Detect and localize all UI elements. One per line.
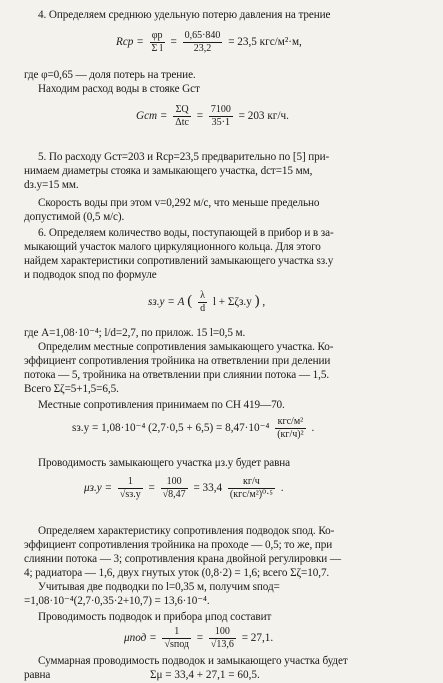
text-line: Находим расход воды в стояке Gст bbox=[38, 83, 200, 95]
equals-sign: = bbox=[170, 36, 177, 49]
text-line: слиянии потока — 3; сопротивления крана двойной регулировки — bbox=[24, 553, 341, 565]
paren: ) bbox=[254, 293, 260, 310]
equation-g-riser bbox=[136, 104, 289, 129]
text-line: 4. Определяем среднюю удельную потерю давления на трение bbox=[38, 9, 331, 21]
equation-term: = 33,4 bbox=[193, 482, 223, 495]
text-line: Всего Σζ=5+1,5=6,5. bbox=[24, 383, 119, 395]
text-line: Скорость воды при этом v=0,292 м/с, что меньше предельно bbox=[38, 197, 320, 209]
equation-s-closing-value bbox=[72, 416, 314, 441]
fraction: $\frac{\text{кгс/м²}}{\text{(кг/ч)²}}$ bbox=[277, 416, 304, 440]
equation-term: l + Σζз.у bbox=[212, 296, 252, 309]
equation-term: = 23,5 кгс/м²·м, bbox=[228, 36, 302, 49]
equation-term: sз.у = 1,08·10⁻⁴ (2,7·0,5 + 6,5) = 8,47·10⁻⁴ bbox=[72, 422, 270, 435]
text-line: Определим местные сопротивления замыкающего участка. Ко- bbox=[38, 341, 334, 353]
fraction: $\frac{\Sigma Q}{\text{Δtc}}$ bbox=[175, 104, 189, 128]
fraction: $\frac{100}{√8,47}$ bbox=[162, 476, 186, 500]
text-line: потока — 5, тройника на ответвлении при слиянии потока — 1,5. bbox=[24, 369, 330, 381]
text-line: Проводимость подводок и прибора μпод составит bbox=[38, 611, 272, 623]
fraction: $\frac{0,65\cdot 840}{23,2}$ bbox=[184, 30, 221, 54]
text-line: Учитывая две подводки по l=0,35 м, получим sпод= bbox=[38, 581, 280, 593]
equation-term: = 27,1. bbox=[241, 632, 274, 645]
fraction: $\frac{1}{\text{√sпод}}$ bbox=[164, 626, 189, 650]
text-line: равна bbox=[24, 669, 51, 681]
fraction: $\frac{7100}{35\cdot 1}$ bbox=[210, 104, 231, 128]
equation-term: Gст = bbox=[136, 110, 171, 123]
text-line: найдем характеристики сопротивлений замыкающего участка sз.у bbox=[24, 255, 334, 267]
equation-term: . bbox=[311, 422, 315, 435]
equation-term: = 203 кг/ч. bbox=[238, 110, 289, 123]
text-line: где φ=0,65 — доля потерь на трение. bbox=[24, 69, 196, 81]
text-line: Суммарная проводимость подводок и замыкающего участка будет bbox=[38, 655, 348, 667]
text-line: Определяем характеристику сопротивления подводок sпод. Ко- bbox=[38, 525, 335, 537]
text-line: 4; радиатора — 1,6, двух гнутых уток (0,8·2) = 1,6; всего Σζ=10,7. bbox=[24, 567, 330, 579]
fraction: $\frac{\lambda}{d}$ bbox=[200, 290, 206, 314]
text-line: 6. Определяем количество воды, поступающей в прибор и в за- bbox=[38, 227, 334, 239]
text-line: эффициент сопротивления тройника на проходе — 0,5; то же, при bbox=[24, 539, 333, 551]
text-line: 5. По расходу Gст=203 и Rср=23,5 предварительно по [5] при- bbox=[38, 151, 330, 163]
fraction: $\frac{\varphi p}{\text{Σ l}}$ bbox=[151, 30, 163, 54]
equals-sign: = bbox=[196, 632, 204, 645]
equation-s-closing bbox=[148, 290, 265, 315]
paren: ( bbox=[187, 293, 193, 310]
text-line: нимаем диаметры стояка и замыкающего участка, dст=15 мм, bbox=[24, 165, 313, 177]
equation-term: μз.у = bbox=[84, 482, 115, 495]
text-line: =1,08·10⁻⁴(2,7·0,35·2+10,7) = 13,6·10⁻⁴. bbox=[24, 595, 210, 607]
fraction: $\frac{1}{√sз.у}$ bbox=[119, 476, 141, 500]
equation-term: μпод = bbox=[124, 632, 160, 645]
text-line: мыкающий участок малого циркуляционного кольца. Для этого bbox=[24, 241, 321, 253]
fraction: $\frac{кг/ч}{\text{(кгс/м²)⁰·⁵}}$ bbox=[229, 476, 273, 500]
equation-term: . bbox=[280, 482, 284, 495]
text-line: dз.у=15 мм. bbox=[24, 179, 79, 191]
equation-mu-supply bbox=[124, 626, 273, 651]
equation-r-avg bbox=[116, 30, 302, 55]
text-line: где A=1,08·10⁻⁴; l/d=2,7, по прилож. 15 l=0,5 м. bbox=[24, 327, 246, 339]
text-line: эффициент сопротивления тройника на ответвлении при делении bbox=[24, 355, 331, 367]
text-line: допустимой (0,5 м/с). bbox=[24, 211, 125, 223]
equals-sign: = bbox=[196, 110, 204, 123]
text-line: Проводимость замыкающего участка μз.у будет равна bbox=[38, 457, 291, 469]
equals-sign: = bbox=[148, 482, 155, 495]
equation-term: Rср = bbox=[116, 36, 147, 49]
equation-mu-closing bbox=[84, 476, 284, 501]
equation-sum-mu: Σμ = 33,4 + 27,1 = 60,5. bbox=[150, 669, 260, 681]
equation-term: sз.у = A bbox=[148, 296, 185, 309]
text-line: Местные сопротивления принимаем по СН 419—70. bbox=[38, 399, 285, 411]
text-line: и подводок sпод по формуле bbox=[24, 269, 157, 281]
fraction: $\frac{100}{√13,6}$ bbox=[210, 626, 234, 650]
equation-term: , bbox=[262, 296, 266, 309]
